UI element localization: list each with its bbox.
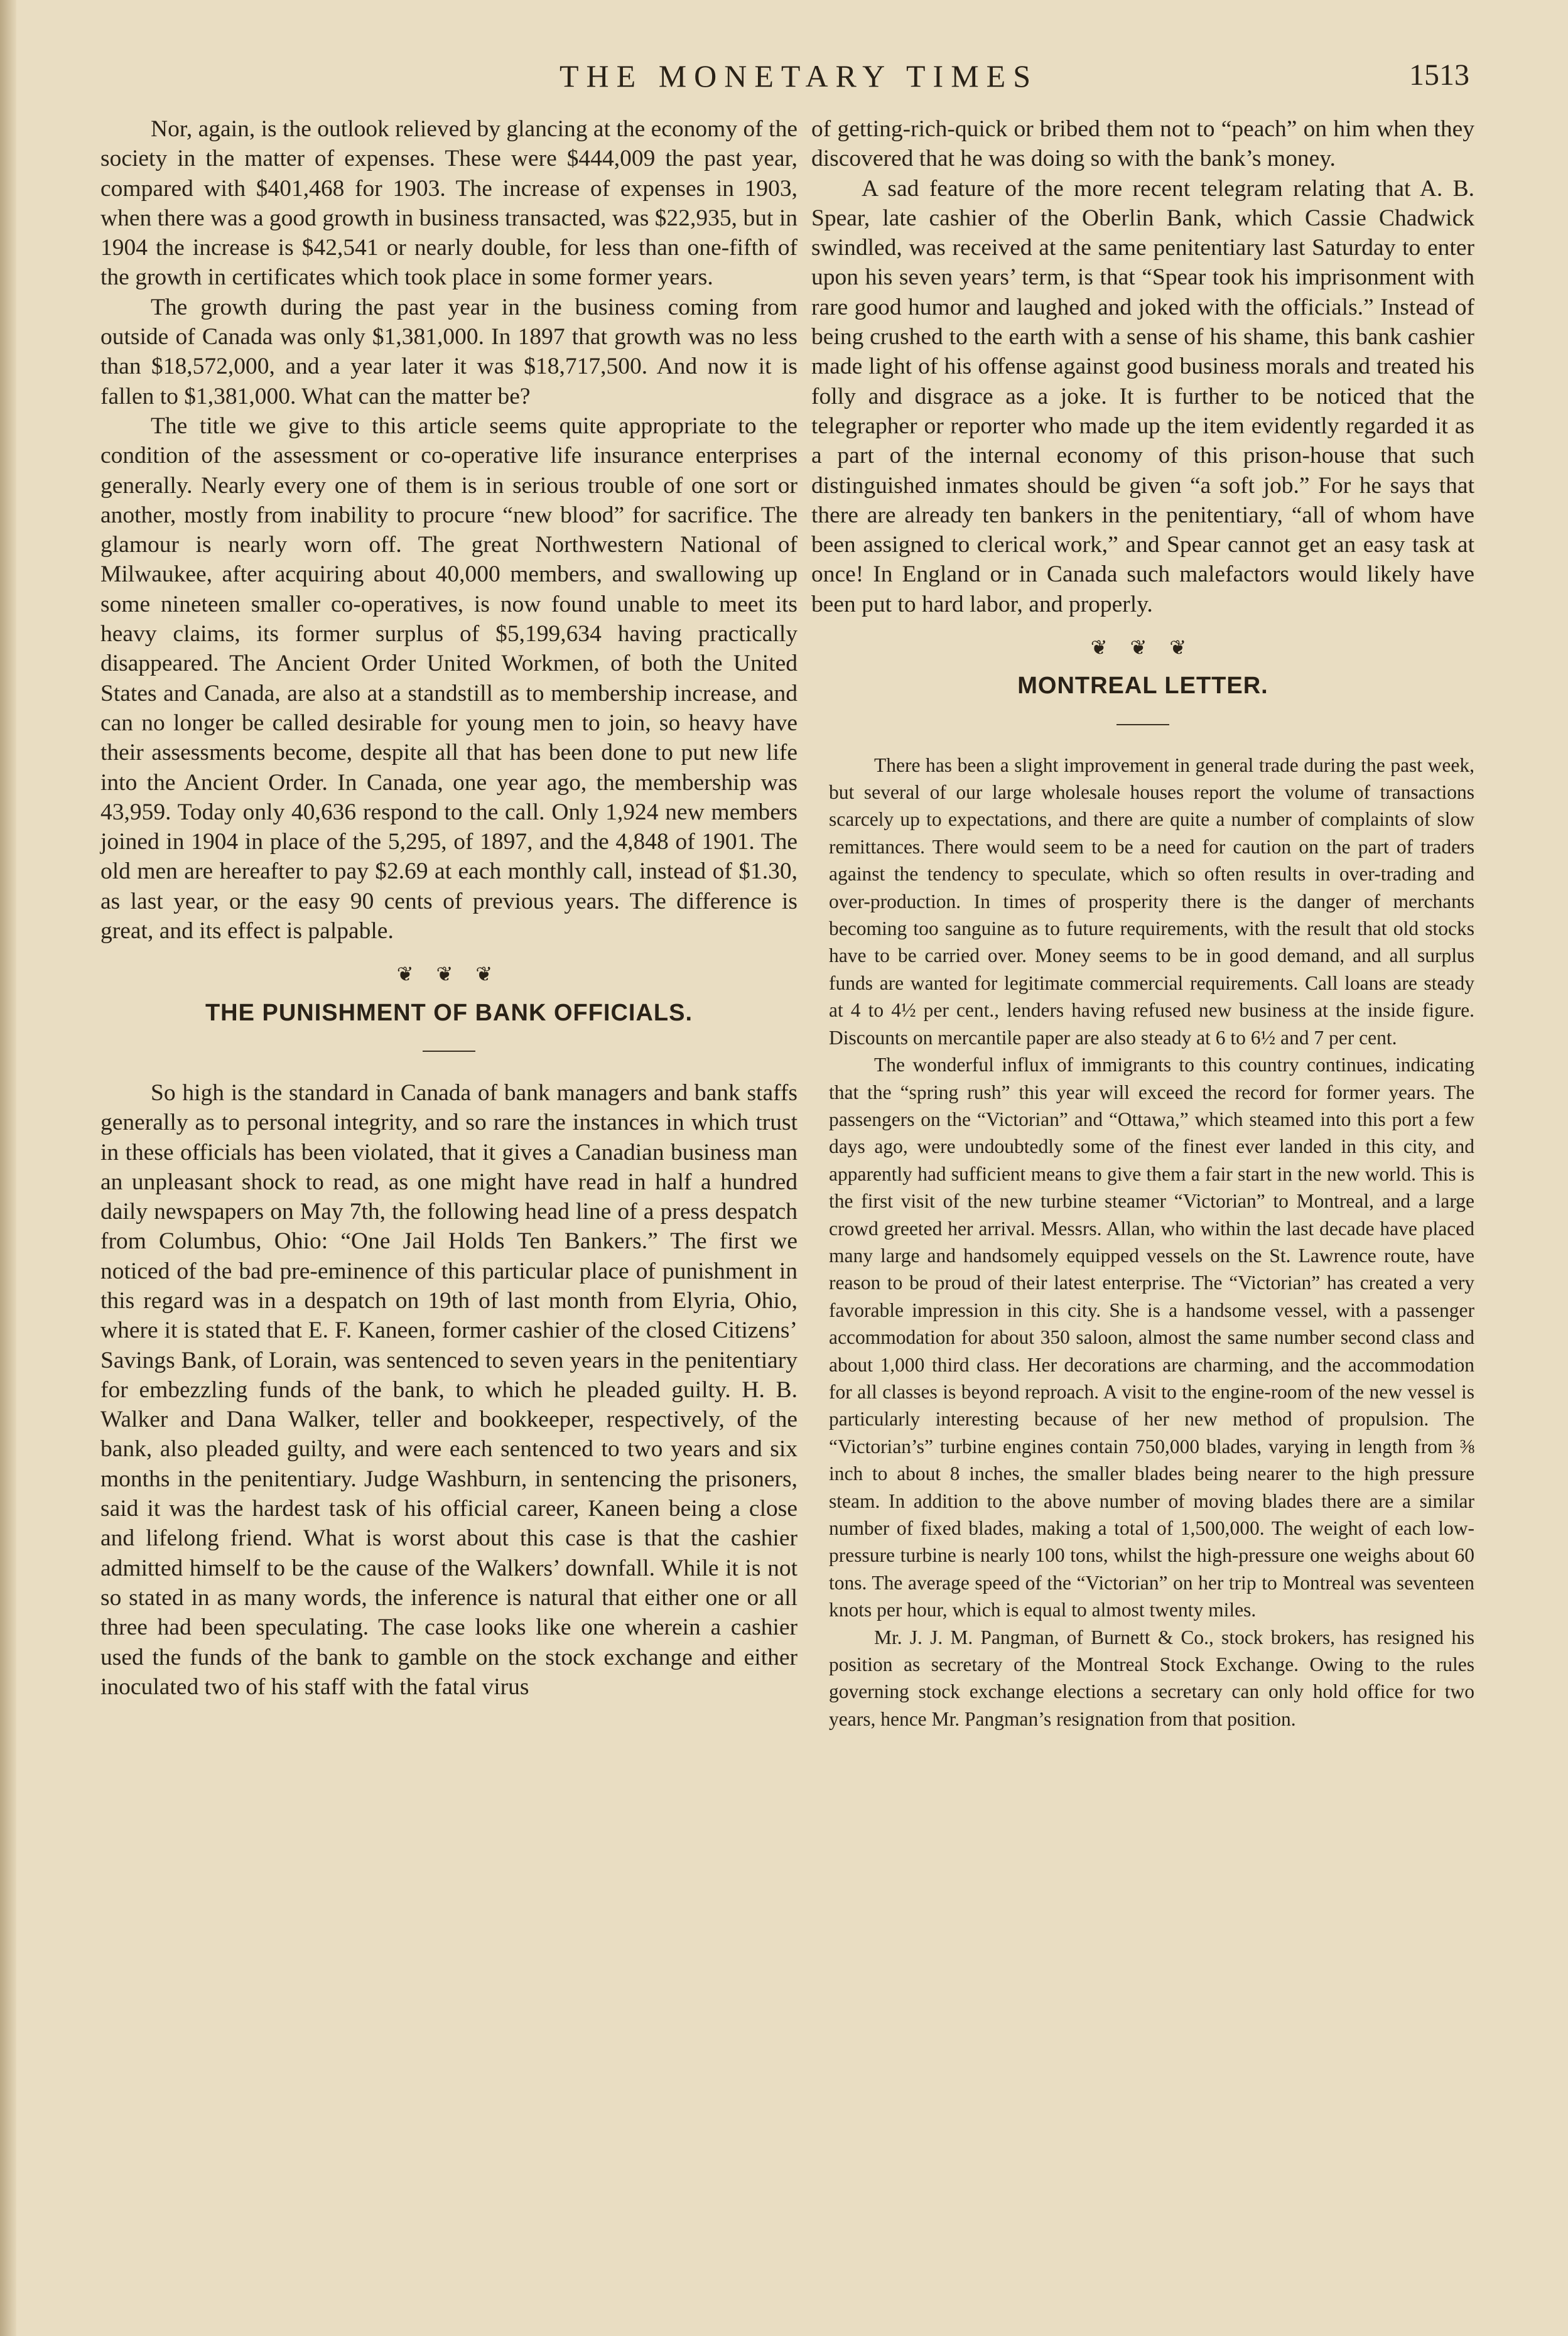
paragraph: A sad feature of the more recent telegram relating that A. B. Spear, late cashier of the Oberlin Bank, which Cassie Chadwick swindled, was received at the same penitentiary last Saturday to enter upon his seven years’ term, is that “Spear took his imprisonment with rare good humor and laughed and joked with the officials.” Instead of being crushed to the earth with a sense of his shame, this bank cashier made light of his offense against good business morals and treated his folly and disgrace as a joke. It is further to be noticed that the telegrapher or reporter who made up the item evidently regarded it as a part of the internal economy of this prison-house that such distinguished inmates should be given “a soft job.” For he says that there are already ten bankers in the penitentiary, “all of whom have been assigned to clerical work,” and Spear cannot get an easy task at once! In England or in Canada such malefactors would likely have been put to hard labor, and properly. <box>811 175 1474 617</box>
article-heading-montreal-letter: MONTREAL LETTER. <box>1017 673 1268 700</box>
section-ornament: ❦ ❦ ❦ <box>396 963 502 986</box>
page-number: 1513 <box>1409 58 1469 92</box>
section-ornament: ❦ ❦ ❦ <box>1090 636 1196 659</box>
page-binding-edge <box>0 0 16 2336</box>
montreal-letter-body <box>811 752 1474 1733</box>
masthead <box>0 58 1568 102</box>
paragraph: There has been a slight improvement in general trade during the past week, but several of our large wholesale houses report the volume of transactions scarcely up to expectations, and there are quite a number of complaints of slow remittances. There would seem to be a need for caution on the part of traders against the tendency to speculate, which so often results in over-trading and over-production. In times of prosperity there is the danger of merchants becoming too sanguine as to future requirements, with the result that old stocks have to be carried over. Money seems to be in good demand, and all surplus funds are wanted for legitimate commercial requirements. Call loans are steady at 4 to 4½ per cent., lenders having refused new business at the inside figure. Discounts on mercantile paper are also steady at 6 to 6½ and 7 per cent. <box>829 754 1474 1049</box>
left-column <box>100 114 798 1702</box>
publication-title: THE MONETARY TIMES <box>560 58 1038 94</box>
article-heading-bank-officials: THE PUNISHMENT OF BANK OFFICIALS. <box>205 999 693 1026</box>
paragraph: Nor, again, is the outlook relieved by glancing at the economy of the society in the matter of expenses. These were $444,009 the past year, compared with $401,468 for 1903. The increase of expenses in 1903, when there was a good growth in business transacted, was $22,935, but in 1904 the increase is $42,541 or nearly double, for less than one-fifth of the growth in certificates which took place in some former years. <box>100 116 798 291</box>
paragraph: The title we give to this article seems quite appropriate to the condition of the assessment or co-operative life insurance enterprises generally. Nearly every one of them is in serious trouble of one sort or another, mostly from inability to procure “new blood” for sacrifice. The glamour is nearly worn off. The great Northwestern National of Milwaukee, after acquiring about 40,000 members, and swallowing up some nineteen smaller co-operatives, is now found unable to meet its heavy claims, its former surplus of $5,199,634 having practically disappeared. The Ancient Order United Workmen, of both the United States and Canada, are also at a standstill as to membership increase, and can no longer be called desirable for young men to join, so heavy have their assessments become, despite all that has been done to put new life into the Ancient Order. In Canada, one year ago, the membership was 43,959. Today only 40,636 respond to the call. Only 1,924 new members joined in 1904 in place of the 5,295, of 1897, and the 4,848 of 1901. The old men are hereafter to pay $2.69 at each monthly call, instead of $1.30, as last year, or the easy 90 cents of previous years. The difference is great, and its effect is palpable. <box>100 413 798 944</box>
right-column <box>811 114 1474 1733</box>
paragraph: So high is the standard in Canada of bank managers and bank staffs generally as to personal integrity, and so rare the instances in which trust in these officials has been violated, that it gives a Canadian business man an unpleasant shock to read, as one might have read in half a hundred daily newspapers on May 7th, the following head line of a press despatch from Columbus, Ohio: “One Jail Holds Ten Bankers.” The first we noticed of the bad pre-eminence of this particular place of punishment in this regard was in a despatch on 19th of last month from Elyria, Ohio, where it is stated that E. F. Kaneen, former cashier of the closed Citizens’ Savings Bank, of Lorain, was sentenced to seven years in the penitentiary for embezzling funds of the bank, to which he pleaded guilty. H. B. Walker and Dana Walker, teller and bookkeeper, respectively, of the bank, also pleaded guilty, and were each sentenced to two years and six months in the penitentiary. Judge Washburn, in sentencing the prisoners, said it was the hardest task of his official career, Kaneen being a close and lifelong friend. What is worst about this case is that the cashier admitted himself to be the cause of the Walkers’ downfall. While it is not so stated in as many words, the inference is natural that either one or all three had been speculating. The case looks like one wherein a cashier used the funds of the bank to gamble on the stock exchange and either inoculated two of his staff with the fatal virus <box>100 1079 798 1700</box>
heading-rule <box>1117 724 1169 725</box>
paragraph: Mr. J. J. M. Pangman, of Burnett & Co., stock brokers, has resigned his position as secretary of the Montreal Stock Exchange. Owing to the rules governing stock exchange elections a secretary can only hold office for two years, hence Mr. Pangman’s resignation from that position. <box>829 1626 1474 1730</box>
paragraph: of getting-rich-quick or bribed them not to “peach” on him when they discovered that he was doing so with the bank’s money. <box>811 116 1474 172</box>
paragraph: The wonderful influx of immigrants to this country continues, indicating that the “spring rush” this year will exceed the record for former years. The passengers on the “Victorian” and “Ottawa,” which steamed into this port a few days ago, were undoubtedly some of the finest ever landed in this city, and apparently had sufficient means to give them a fair start in the new world. This is the first visit of the new turbine steamer “Victorian” to Montreal, and a large crowd greeted her arrival. Messrs. Allan, who within the last decade have placed many large and handsomely equipped vessels on the St. Lawrence route, have reason to be proud of their latest enterprise. The “Victorian” has created a very favorable impression in this city. She is a handsome vessel, with a passenger accommodation for about 350 saloon, almost the same number second class and about 1,000 third class. Her decorations are charming, and the accommodation for all classes is beyond reproach. A visit to the engine-room of the new vessel is particularly interesting because of her new method of propulsion. The “Victorian’s” turbine engines contain 750,000 blades, varying in length from ⅜ inch to about 8 inches, the smaller blades being nearer to the high pressure steam. In addition to the above number of moving blades there are a similar number of fixed blades, making a total of 1,500,000. The weight of each low-pressure turbine is nearly 100 tons, whilst the high-pressure one weighs about 60 tons. The average speed of the “Victorian” on her trip to Montreal was seventeen knots per hour, which is equal to almost twenty miles. <box>829 1054 1474 1621</box>
heading-rule <box>423 1051 475 1052</box>
paragraph: The growth during the past year in the business coming from outside of Canada was only $1,381,000. In 1897 that growth was no less than $18,572,000, and a year later it was $18,717,500. And now it is fallen to $1,381,000. What can the matter be? <box>100 294 798 409</box>
